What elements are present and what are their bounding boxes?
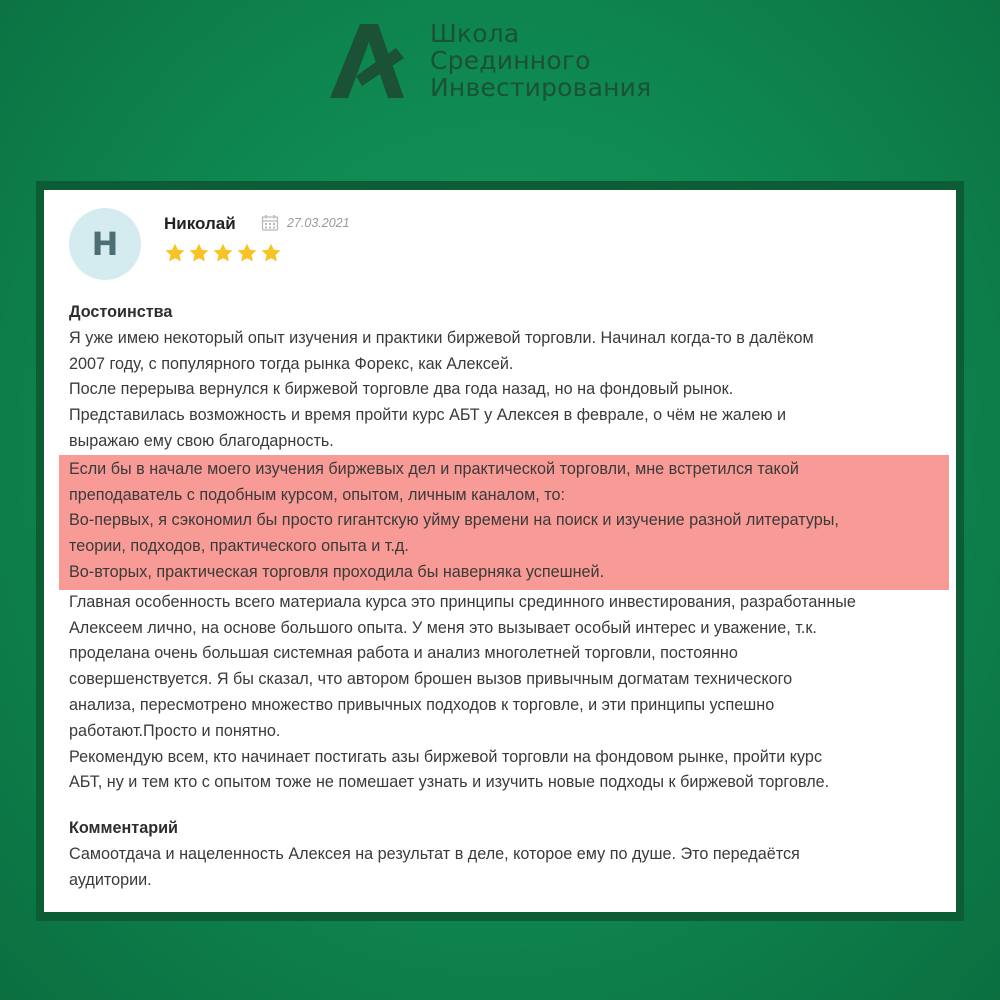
- brand-name-line2: Срединного: [430, 46, 591, 75]
- brand-logo: [326, 14, 686, 106]
- review-card: [44, 190, 956, 912]
- star-icon: [236, 242, 258, 264]
- body-line: АБТ, ну и тем кто с опытом тоже не помешает узнать и изучить новые подходы к биржевой торговле.: [69, 773, 830, 792]
- review-body: [69, 300, 956, 894]
- review-date: 27.03.2021: [287, 216, 350, 230]
- highlighted-passage: [59, 455, 949, 590]
- star-icon: [188, 242, 210, 264]
- brand-name-line1: Школа: [430, 19, 520, 48]
- body-line: проделана очень большая системная работа и анализ многолетней торговли, постоянно: [69, 644, 738, 663]
- body-line: совершенствуется. Я бы сказал, что автором брошен вызов привычным догматам технического: [69, 670, 793, 689]
- brand-name-line3: Инвестирования: [430, 73, 652, 102]
- highlight-line: теории, подходов, практического опыта и т.д.: [69, 537, 409, 556]
- comment-line: Самоотдача и нацеленность Алексея на результат в деле, которое ему по душе. Это передаётся: [69, 844, 800, 863]
- comment-line: аудитории.: [69, 870, 152, 889]
- highlight-line: Во-первых, я сэкономил бы просто гигантскую уйму времени на поиск и изучение разной литературы,: [69, 511, 839, 530]
- pros-heading: Достоинства: [69, 303, 173, 321]
- star-icon: [260, 242, 282, 264]
- star-icon: [164, 242, 186, 264]
- star-icon: [212, 242, 234, 264]
- body-line: Алексеем лично, на основе большого опыта. У меня это вызывает особый интерес и уважение, т.к.: [69, 618, 817, 637]
- author-name: Николай: [164, 214, 236, 233]
- pros-line: выражаю ему свою благодарность.: [69, 431, 334, 450]
- pros-line: Я уже имею некоторый опыт изучения и практики биржевой торговли. Начинал когда-то в далёком: [69, 328, 814, 347]
- body-line: Главная особенность всего материала курса это принципы срединного инвестирования, разработанные: [69, 592, 856, 611]
- body-line: анализа, пересмотрено множество привычных подходов к торговле, и эти принципы успешно: [69, 695, 775, 714]
- body-line: Рекомендую всем, кто начинает постигать азы биржевой торговли на фондовом рынке, пройти курс: [69, 747, 823, 766]
- pros-line: 2007 году, с популярного тогда рынка Форекс, как Алексей.: [69, 354, 514, 373]
- rating-stars: [164, 242, 282, 264]
- brand-name: [430, 20, 651, 101]
- calendar-icon: [261, 214, 279, 232]
- body-line: работают.Просто и понятно.: [69, 721, 281, 740]
- section-spacer: [69, 796, 956, 816]
- highlight-line: Если бы в начале моего изучения биржевых дел и практической торговли, мне встретился такой: [69, 459, 799, 478]
- pros-line: Представилась возможность и время пройти курс АБТ у Алексея в феврале, о чём не жалею и: [69, 406, 787, 425]
- pros-line: После перерыва вернулся к биржевой торговле два года назад, но на фондовый рынок.: [69, 380, 734, 399]
- highlight-line: Во-вторых, практическая торговля проходила бы наверняка успешней.: [69, 562, 605, 581]
- logo-a-icon: [326, 18, 410, 102]
- comment-heading: Комментарий: [69, 819, 179, 838]
- highlight-line: преподаватель с подобным курсом, опытом, личным каналом, то:: [69, 485, 566, 504]
- avatar: Н: [69, 208, 141, 280]
